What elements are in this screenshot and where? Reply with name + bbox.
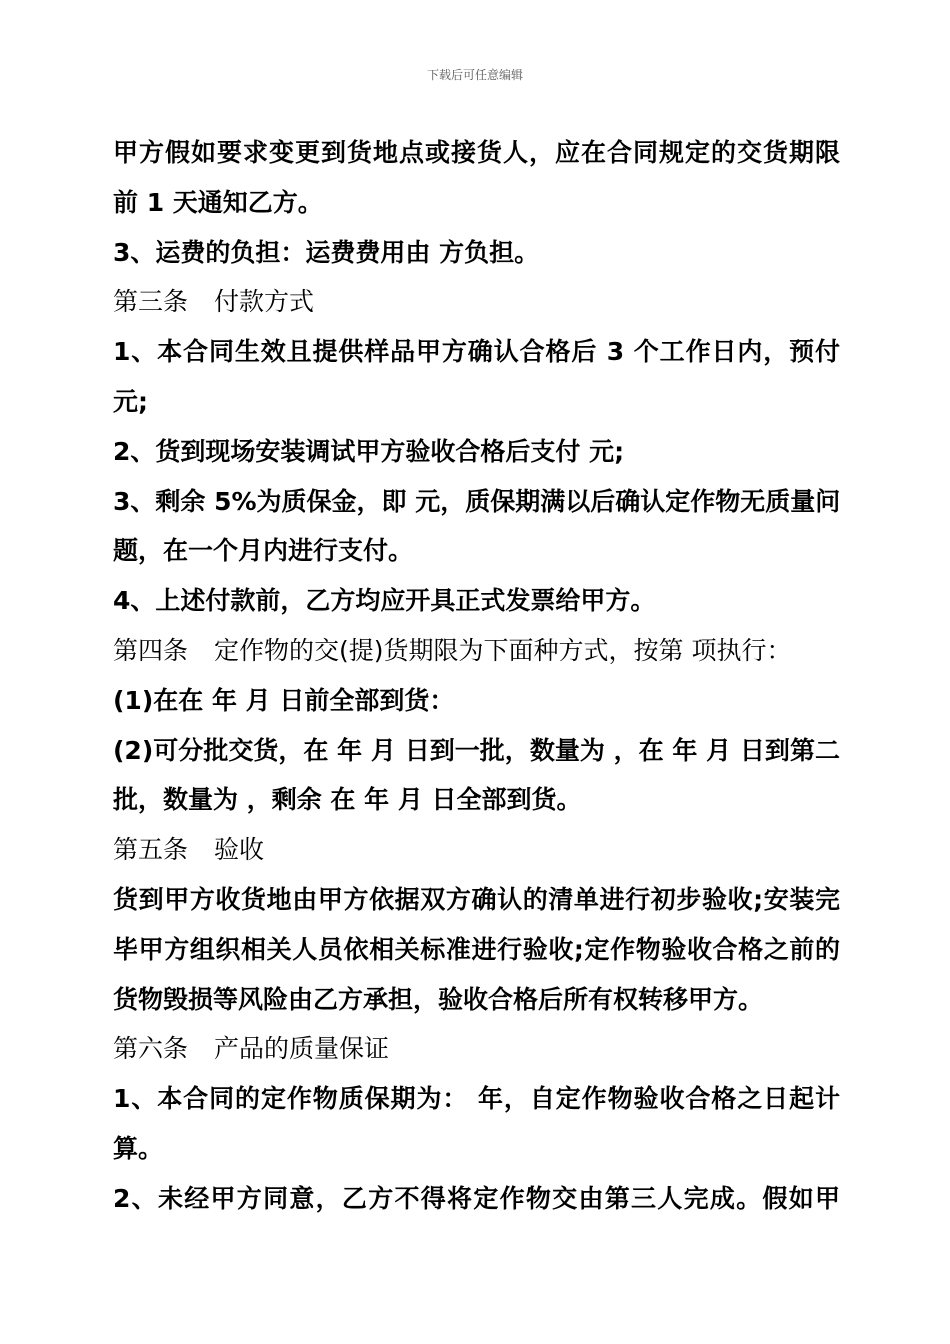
paragraph-line: 毕甲方组织相关人员依相关标准进行验收;定作物验收合格之前的 — [113, 934, 840, 964]
section-number: 第六条 — [113, 1034, 189, 1064]
section-title: 产品的质量保证 — [214, 1034, 390, 1064]
section-number: 第五条 — [113, 835, 189, 865]
paragraph-line: 甲方假如要求变更到货地点或接货人，应在合同规定的交货期限 — [113, 138, 840, 167]
contract-body — [113, 128, 840, 1224]
paragraph-line: 1、本合同生效且提供样品甲方确认合格后 3 个工作日内，预付 — [113, 337, 840, 367]
paragraph-line: 前 1 天通知乙方。 — [113, 187, 323, 217]
paragraph-line: 4、上述付款前，乙方均应开具正式发票给甲方。 — [113, 586, 656, 616]
section-heading — [113, 1024, 840, 1074]
paragraph-line: 2、货到现场安装调试甲方验收合格后支付 元; — [113, 436, 625, 466]
section-title: 定作物的交(提)货期限为下面种方式，按第 项执行： — [214, 635, 792, 665]
paragraph-line: 货到甲方收货地由甲方依据双方确认的清单进行初步验收;安装完 — [113, 884, 840, 914]
paragraph-line: 3、运费的负担：运费费用由 方负担。 — [113, 237, 540, 267]
section-number: 第四条 — [113, 635, 189, 665]
paragraph-line: (2)可分批交货，在 年 月 日到一批，数量为 ，在 年 月 日到第二 — [113, 735, 840, 765]
section-heading — [113, 277, 840, 327]
paragraph-line: (1)在在 年 月 日前全部到货： — [113, 685, 455, 715]
paragraph-line: 批，数量为 ，剩余 在 年 月 日全部到货。 — [113, 785, 582, 815]
paragraph-line: 货物毁损等风险由乙方承担，验收合格后所有权转移甲方。 — [113, 984, 764, 1014]
paragraph-line: 2、未经甲方同意，乙方不得将定作物交由第三人完成。假如甲 — [113, 1183, 840, 1213]
page-header: 下载后可任意编辑 — [426, 68, 523, 82]
paragraph-line: 元; — [113, 386, 148, 416]
section-title: 付款方式 — [214, 287, 315, 317]
paragraph-line: 3、剩余 5%为质保金，即 元，质保期满以后确认定作物无质量问 — [113, 486, 840, 516]
section-number: 第三条 — [113, 287, 189, 317]
section-heading — [113, 626, 840, 676]
paragraph-line: 算。 — [113, 1133, 164, 1163]
section-title: 验收 — [214, 835, 265, 865]
paragraph-line: 1、本合同的定作物质保期为： 年，自定作物验收合格之日起计 — [113, 1084, 840, 1114]
paragraph-line: 题，在一个月内进行支付。 — [113, 536, 414, 566]
section-heading — [113, 825, 840, 875]
